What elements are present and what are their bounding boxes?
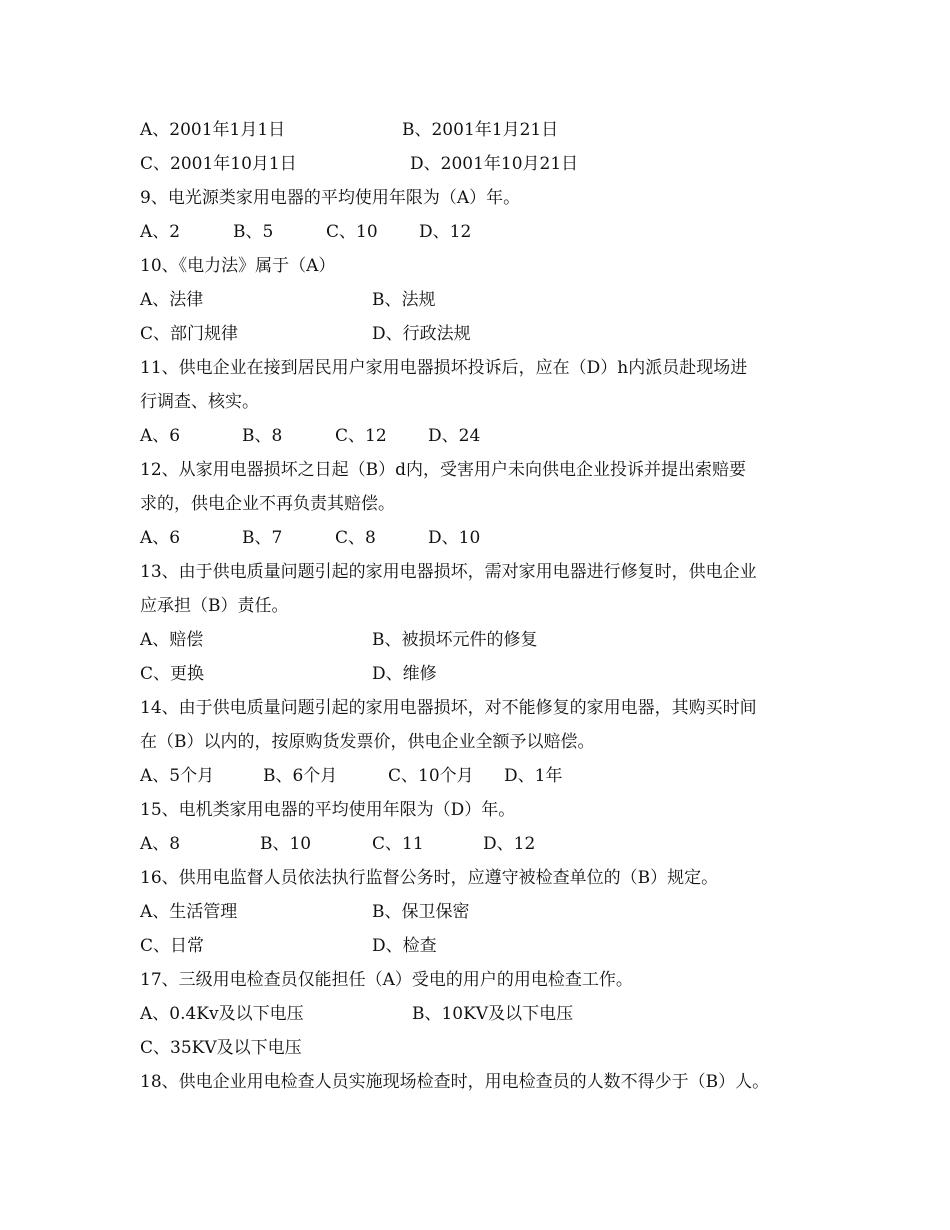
question-9: 9、电光源类家用电器的平均使用年限为（A）年。 — [140, 188, 521, 208]
option-c: C、部门规律 — [140, 324, 239, 344]
option-b: B、保卫保密 — [372, 902, 470, 922]
option-c: C、12 — [335, 426, 387, 446]
question-14: 14、由于供电质量问题引起的家用电器损坏，对不能修复的家用电器，其购买时间 — [140, 698, 757, 718]
option-d: D、检查 — [372, 936, 437, 956]
option-b: B、10KV及以下电压 — [412, 1004, 574, 1024]
question-18: 18、供电企业用电检查人员实施现场检查时，用电检查员的人数不得少于（B）人。 — [140, 1072, 770, 1092]
option-a: A、6 — [140, 528, 181, 548]
option-d: D、维修 — [372, 664, 437, 684]
option-c: C、11 — [372, 834, 424, 854]
option-c: C、35KV及以下电压 — [140, 1038, 302, 1058]
option-c: C、10个月 — [388, 766, 474, 786]
option-a: A、6 — [140, 426, 181, 446]
option-c: C、8 — [335, 528, 376, 548]
option-c: C、更换 — [140, 664, 205, 684]
question-11: 11、供电企业在接到居民用户家用电器损坏投诉后，应在（D）h内派员赴现场进 — [140, 358, 748, 378]
option-b: B、10 — [260, 834, 312, 854]
option-c: C、2001年10月1日 — [140, 154, 297, 174]
option-b: B、8 — [242, 426, 283, 446]
option-a: A、法律 — [140, 290, 204, 310]
question-16: 16、供用电监督人员依法执行监督公务时，应遵守被检查单位的（B）规定。 — [140, 868, 719, 888]
option-a: A、8 — [140, 834, 181, 854]
question-12: 12、从家用电器损坏之日起（B）d内，受害用户未向供电企业投诉并提出索赔要 — [140, 460, 747, 480]
option-a: A、5个月 — [140, 766, 215, 786]
option-a: A、生活管理 — [140, 902, 238, 922]
option-d: D、12 — [419, 222, 472, 242]
question-12-continued: 求的，供电企业不再负责其赔偿。 — [140, 494, 395, 514]
question-11-continued: 行调查、核实。 — [140, 392, 259, 412]
option-b: B、法规 — [372, 290, 436, 310]
question-17: 17、三级用电检查员仅能担任（A）受电的用户的用电检查工作。 — [140, 970, 633, 990]
question-15: 15、电机类家用电器的平均使用年限为（D）年。 — [140, 800, 516, 820]
option-b: B、2001年1月21日 — [402, 120, 559, 140]
option-d: D、12 — [483, 834, 536, 854]
option-b: B、5 — [233, 222, 274, 242]
option-b: B、6个月 — [263, 766, 338, 786]
option-c: C、日常 — [140, 936, 205, 956]
option-a: A、2 — [140, 222, 181, 242]
option-a: A、赔偿 — [140, 630, 204, 650]
option-d: D、24 — [428, 426, 481, 446]
option-d: D、2001年10月21日 — [410, 154, 579, 174]
question-10: 10、《电力法》属于（A） — [140, 256, 336, 276]
option-d: D、行政法规 — [372, 324, 471, 344]
question-13: 13、由于供电质量问题引起的家用电器损坏，需对家用电器进行修复时，供电企业 — [140, 562, 757, 582]
question-13-continued: 应承担（B）责任。 — [140, 596, 289, 616]
option-a: A、0.4Kv及以下电压 — [140, 1004, 304, 1024]
question-14-continued: 在（B）以内的，按原购货发票价，供电企业全额予以赔偿。 — [140, 732, 595, 752]
option-b: B、被损坏元件的修复 — [372, 630, 538, 650]
option-d: D、1年 — [504, 766, 563, 786]
option-a: A、2001年1月1日 — [140, 120, 286, 140]
option-b: B、7 — [242, 528, 283, 548]
option-d: D、10 — [428, 528, 481, 548]
option-c: C、10 — [326, 222, 378, 242]
